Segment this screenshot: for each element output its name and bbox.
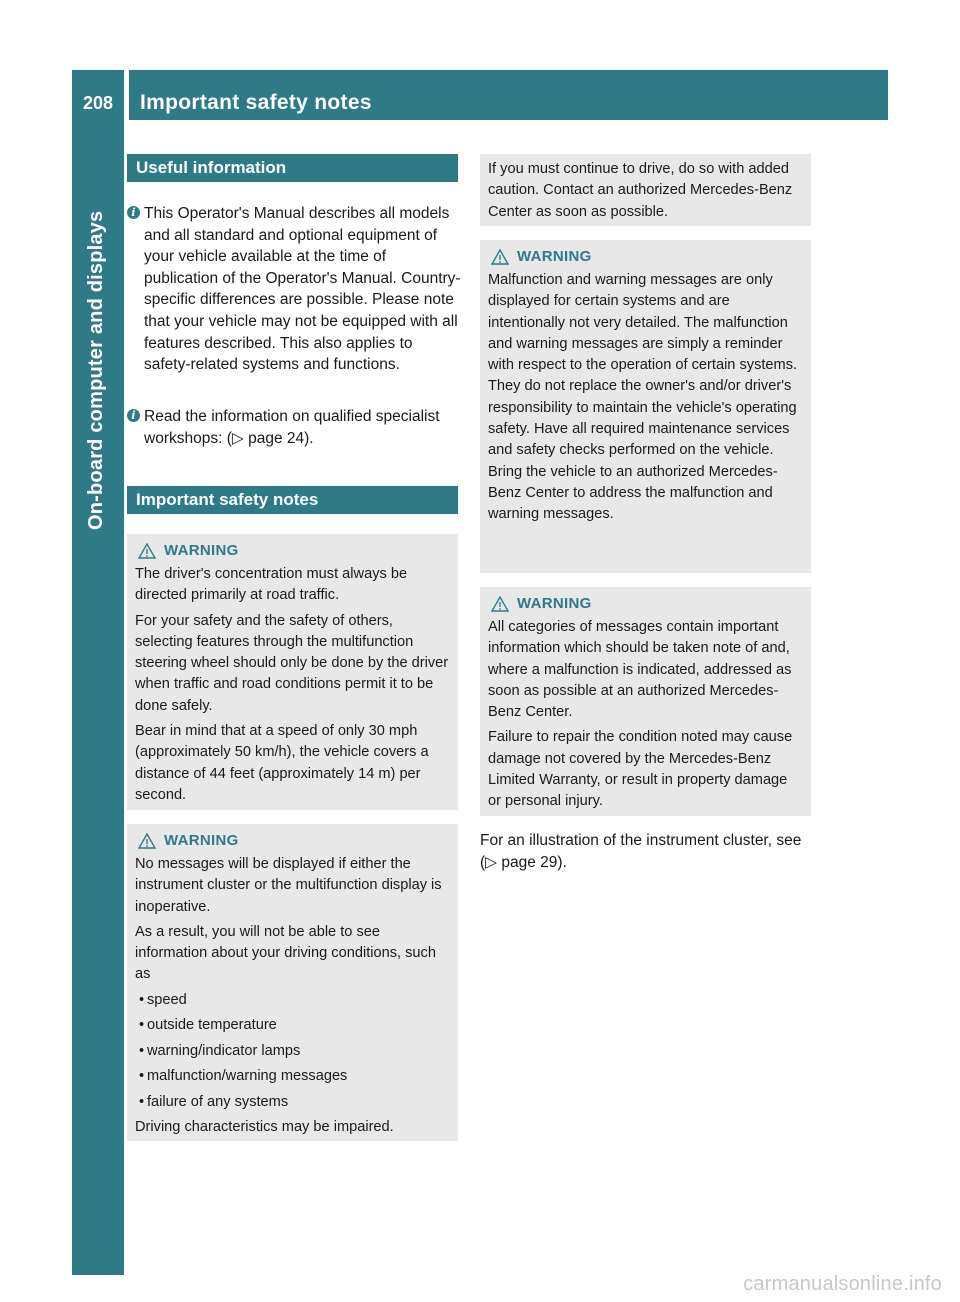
- warning-label: WARNING: [517, 595, 592, 613]
- list-item: [135, 1066, 450, 1087]
- warning-text: The driver's concentration must always be directed primarily at road traffic.: [135, 566, 408, 604]
- chapter-side-tab-label: On-board computer and displays: [85, 210, 107, 530]
- warning-label: WARNING: [517, 248, 592, 266]
- warning-triangle-icon: [138, 833, 156, 849]
- list-item-text: speed: [147, 991, 187, 1008]
- info-paragraph-2-text: Read the information on qualified specialist workshops: (▷ page 24).: [144, 408, 440, 447]
- info-paragraph-1-text: This Operator's Manual describes all models and all standard and optional equipment of your vehicle available at the time of publication of the Operator's Manual. Country-specific differences are possible. Please note that your vehicle may not be equipped with all features described. This also applies to safety-related systems and functions.: [144, 205, 461, 374]
- list-item: [135, 1092, 450, 1113]
- bullet-icon: •: [139, 991, 145, 1008]
- list-item: [135, 990, 450, 1011]
- bullet-icon: •: [139, 1017, 145, 1034]
- warning-text: Driving characteristics may be impaired.: [135, 1119, 394, 1136]
- warning-triangle-icon: [138, 543, 156, 559]
- warning-box-2: [127, 824, 458, 1141]
- list-item-text: warning/indicator lamps: [147, 1042, 301, 1059]
- header-divider: [124, 70, 129, 120]
- warning-text: Malfunction and warning messages are only displayed for certain systems and are intentionally not very detailed. The malfunction and warning messages are simply a reminder with respect to the operation of certain systems. They do not replace the owner's and/or driver's responsibility to maintain the vehicle's operating safety. Have all required maintenance services and safety checks performed on the vehicle. Bring the vehicle to an authorized Mercedes-Benz Center to address the malfunction and warning messages.: [488, 272, 798, 523]
- continue-driving-note: [480, 154, 811, 226]
- watermark: carmanualsonline.info: [743, 1273, 942, 1295]
- warning-triangle-icon: [491, 596, 509, 612]
- warning-text: Bear in mind that at a speed of only 30 mph (approximately 50 km/h), the vehicle covers a distance of 44 feet (approximately 14 m) per second.: [135, 723, 429, 803]
- warning-box-4: [480, 587, 811, 816]
- warning-text: Failure to repair the condition noted may cause damage not covered by the Mercedes-Benz Limited Warranty, or result in property damage or personal injury.: [488, 729, 793, 810]
- page-number: 208: [82, 93, 114, 113]
- note-text: If you must continue to drive, do so with added caution. Contact an authorized Mercedes-Benz Center as soon as possible.: [488, 161, 793, 220]
- warning-header: [491, 593, 803, 615]
- bullet-icon: •: [139, 1068, 145, 1085]
- warning-label: WARNING: [164, 832, 239, 850]
- instrument-cluster-note: For an illustration of the instrument cluster, see (▷ page 29).: [480, 832, 802, 871]
- warning-text: For your safety and the safety of others, selecting features through the multifunction steering wheel should only be done by the driver when traffic and road conditions permit it to be done safely.: [135, 612, 449, 714]
- warning-box-3: [480, 240, 811, 573]
- warning-text: No messages will be displayed if either the instrument cluster or the multifunction display is inoperative.: [135, 856, 442, 915]
- info-paragraph-2: [127, 406, 461, 449]
- warning-box-1: [127, 534, 458, 810]
- warning-header: [138, 830, 450, 852]
- warning-text: All categories of messages contain important information which should be taken note of and, where a malfunction is indicated, addressed as soon as possible at an authorized Mercedes-Benz Center.: [488, 619, 792, 721]
- warning-header: [491, 246, 803, 268]
- important-safety-notes-heading: Important safety notes: [127, 486, 458, 514]
- list-item-text: malfunction/warning messages: [147, 1068, 348, 1085]
- list-item-text: outside temperature: [147, 1017, 277, 1034]
- list-item: [135, 1015, 450, 1036]
- info-paragraph-1: [127, 203, 461, 376]
- list-item: [135, 1041, 450, 1062]
- list-item-text: failure of any systems: [147, 1093, 289, 1110]
- page-title: Important safety notes: [140, 91, 372, 114]
- useful-information-heading: Useful information: [127, 154, 458, 182]
- bullet-icon: •: [139, 1093, 145, 1110]
- bullet-icon: •: [139, 1042, 145, 1059]
- warning-text: As a result, you will not be able to see information about your driving conditions, such as: [135, 923, 436, 983]
- warning-triangle-icon: [491, 249, 509, 265]
- warning-label: WARNING: [164, 542, 239, 560]
- warning-header: [138, 540, 450, 562]
- info-icon: i: [127, 409, 140, 422]
- info-icon: i: [127, 206, 140, 219]
